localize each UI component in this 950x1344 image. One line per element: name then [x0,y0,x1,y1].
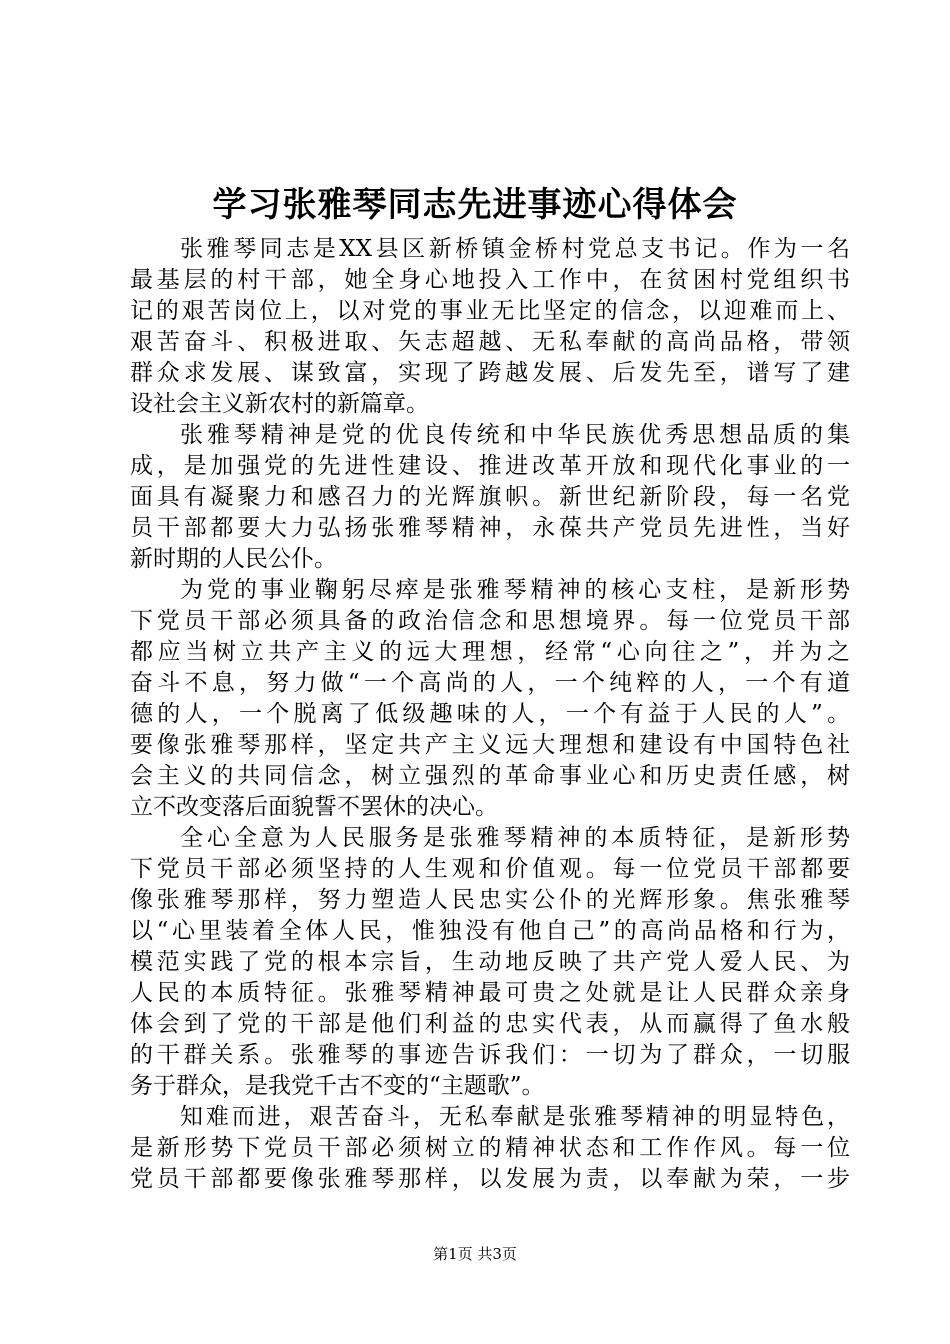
paragraph-line: 像张雅琴那样，努力塑造人民忠实公仆的光辉形象。焦张雅琴 [130,887,850,913]
paragraph-line: 人民的本质特征。张雅琴精神最可贵之处就是让人民群众亲身 [130,980,850,1006]
paragraph-line: 以“心里装着全体人民，惟独没有他自己”的高尚品格和行为， [130,918,850,944]
paragraph-line: 艰苦奋斗、积极进取、矢志超越、无私奉献的高尚品格，带领 [130,329,850,355]
paragraph-line: 员干部都要大力弘扬张雅琴精神，永葆共产党员先进性，当好 [130,515,850,541]
paragraph-line: 德的人，一个脱离了低级趣味的人，一个有益于人民的人”。 [130,701,850,727]
paragraph-line: 要像张雅琴那样，坚定共产主义远大理想和建设有中国特色社 [130,732,850,758]
paragraph-line: 奋斗不息，努力做“一个高尚的人，一个纯粹的人，一个有道 [130,670,850,696]
paragraph-line: 成，是加强党的先进性建设、推进改革开放和现代化事业的一 [130,453,850,479]
paragraph-line: 记的艰苦岗位上，以对党的事业无比坚定的信念，以迎难而上、 [130,298,850,324]
document-body [130,234,850,1195]
paragraph-line: 张雅琴同志是XX县区新桥镇金桥村党总支书记。作为一名 [180,236,850,262]
paragraph-line: 面具有凝聚力和感召力的光辉旗帜。新世纪新阶段，每一名党 [130,484,850,510]
paragraph-line: 新时期的人民公仆。 [130,546,337,572]
paragraph-line: 模范实践了党的根本宗旨，生动地反映了共产党人爱人民、为 [130,949,850,975]
paragraph [130,575,850,823]
paragraph-line: 下党员干部必须具备的政治信念和思想境界。每一位党员干部 [130,608,850,634]
paragraph-line: 最基层的村干部，她全身心地投入工作中，在贫困村党组织书 [130,267,850,293]
document-title: 学习张雅琴同志先进事迹心得体会 [212,185,738,225]
paragraph [130,1102,850,1195]
paragraph-line: 张雅琴精神是党的优良传统和中华民族优秀思想品质的集 [180,422,850,448]
paragraph-line: 全心全意为人民服务是张雅琴精神的本质特征，是新形势 [180,825,850,851]
paragraph-line: 是新形势下党员干部必须树立的精神状态和工作作风。每一位 [130,1135,850,1161]
paragraph [130,823,850,1102]
paragraph-line: 立不改变落后面貌誓不罢休的决心。 [130,794,498,820]
paragraph-line: 下党员干部必须坚持的人生观和价值观。每一位党员干部都要 [130,856,850,882]
paragraph-line: 党员干部都要像张雅琴那样，以发展为责，以奉献为荣，一步 [130,1166,850,1192]
paragraph-line: 务于群众，是我党千古不变的“主题歌”。 [130,1073,545,1099]
paragraph-line: 设社会主义新农村的新篇章。 [130,391,429,417]
paragraph-line: 都应当树立共产主义的远大理想，经常“心向往之”，并为之 [130,639,850,665]
paragraph-line: 知难而进，艰苦奋斗，无私奉献是张雅琴精神的明显特色， [180,1104,850,1130]
paragraph-line: 体会到了党的干部是他们利益的忠实代表，从而赢得了鱼水般 [130,1011,850,1037]
page-number-footer: 第1页 共3页 [433,1245,517,1263]
paragraph-line: 会主义的共同信念，树立强烈的革命事业心和历史责任感，树 [130,763,850,789]
paragraph [130,420,850,575]
paragraph-line: 为党的事业鞠躬尽瘁是张雅琴精神的核心支柱，是新形势 [180,577,850,603]
paragraph-line: 的干群关系。张雅琴的事迹告诉我们：一切为了群众，一切服 [130,1042,850,1068]
paragraph [130,234,850,420]
paragraph-line: 群众求发展、谋致富，实现了跨越发展、后发先至，谱写了建 [130,360,850,386]
